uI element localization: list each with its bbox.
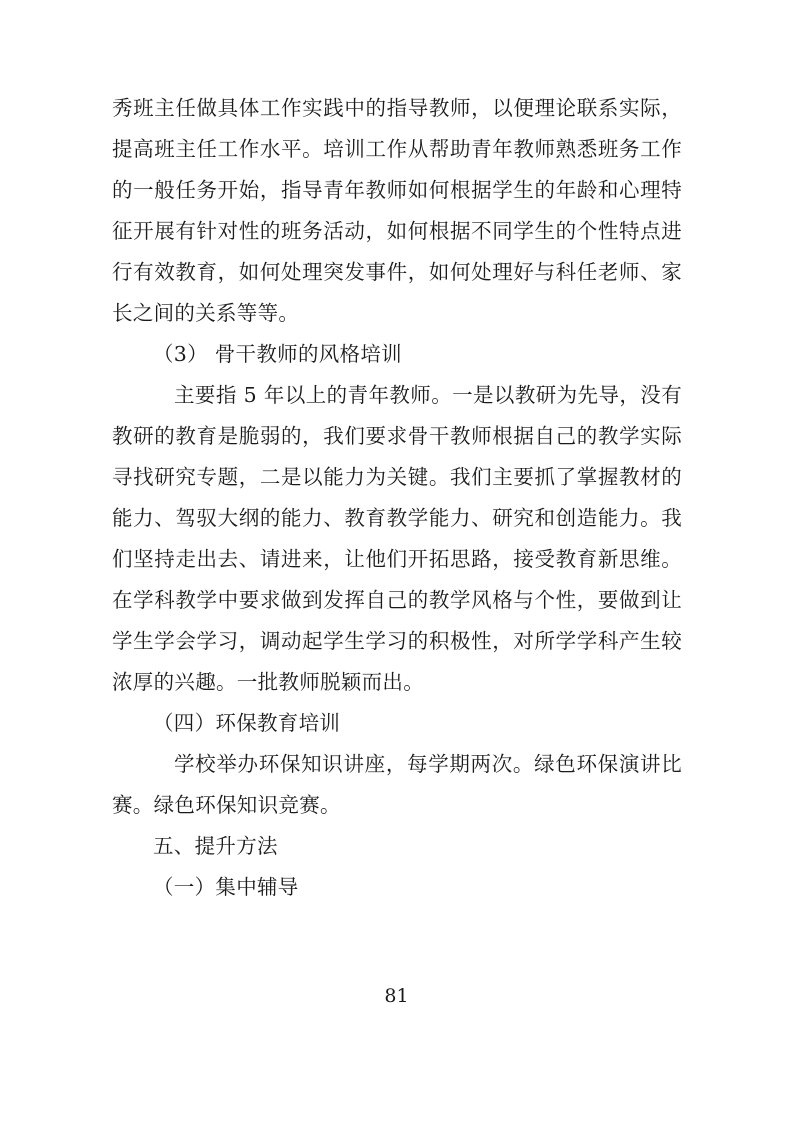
paragraph-heading-5-1: （一）集中辅导 [153,875,299,899]
paragraph-heading-5: 五、提升方法 [153,834,278,858]
paragraph-body-4: 学校举办环保知识讲座，每学期两次。绿色环保演讲比赛。绿色环保知识竞赛。 [112,752,682,817]
paragraph-heading-4: （四）环保教育培训 [153,711,341,735]
page-body [112,88,682,908]
paragraph-continued-text: 秀班主任做具体工作实践中的指导教师，以便理论联系实际，提高班主任工作水平。培训工作从帮助青年教师熟悉班务工作的一般任务开始，指导青年教师如何根据学生的年龄和心理特征开展有针对性的班务活动，如何根据不同学生的个性特点进行有效教育，如何处理突发事件，如何处理好与科任老师、家长之间的关系等等。 [112,96,682,325]
paragraph-heading-3: （3） 骨干教师的风格培训 [153,342,402,366]
page-number: 81 [384,985,409,1007]
paragraph-body-3: 主要指 5 年以上的青年教师。一是以教研为先导，没有教研的教育是脆弱的，我们要求骨干教师根据自己的教学实际寻找研究专题，二是以能力为关键。我们主要抓了掌握教材的能力、驾驭大纲的能力、教育教学能力、研究和创造能力。我们坚持走出去、请进来，让他们开拓思路，接受教育新思维。在学科教学中要求做到发挥自己的教学风格与个性，要做到让学生学会学习，调动起学生学习的积极性，对所学学科产生较浓厚的兴趣。一批教师脱颖而出。 [112,383,682,694]
